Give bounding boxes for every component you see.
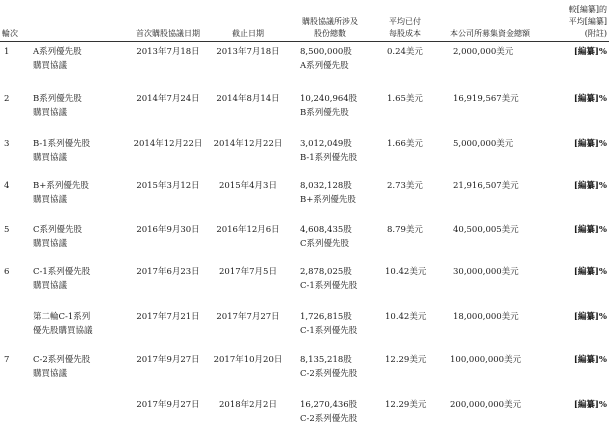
cell-agreement-line2: 購買協議 — [33, 281, 68, 291]
cell-avg-cost: 2.73美元 — [387, 181, 423, 191]
header-avg-cost-line1: 平均已付 — [389, 17, 421, 26]
cell-avg-cost: 1.65美元 — [387, 94, 423, 104]
cell-shares: 8,135,218股 — [300, 355, 352, 365]
cell-agreement-line1: C-1系列優先股 — [33, 267, 91, 277]
cell-first-date: 2017年6月23日 — [136, 267, 200, 277]
cell-agreement-line2: 購買協議 — [33, 239, 68, 249]
cell-share-class: A系列優先股 — [300, 61, 349, 71]
cell-premium: [編纂]% — [573, 225, 607, 235]
cell-first-date: 2015年3月12日 — [136, 181, 200, 191]
cell-total-raised: 16,919,567美元 — [453, 94, 519, 104]
cell-total-raised: 200,000,000美元 — [450, 400, 522, 410]
header-first-date: 首次購股協議日期 — [136, 29, 200, 38]
cell-avg-cost: 12.29美元 — [385, 355, 427, 365]
cell-share-class: C系列優先股 — [300, 239, 350, 249]
header-premium-line3: (附註) — [584, 29, 607, 38]
cell-agreement-line2: 購買協議 — [33, 369, 68, 379]
header-total-raised: 本公司所募集資金總額 — [450, 29, 530, 38]
cell-first-date: 2017年7月21日 — [136, 312, 200, 322]
cell-agreement-line1: B-1系列優先股 — [33, 139, 91, 149]
cell-shares: 8,032,128股 — [300, 181, 352, 191]
cell-premium: [編纂]% — [573, 312, 607, 322]
cell-avg-cost: 10.42美元 — [385, 267, 427, 277]
cell-first-date: 2017年9月27日 — [136, 400, 200, 410]
cell-agreement-line2: 優先股購買協議 — [33, 326, 93, 336]
cell-share-class: C-1系列優先股 — [300, 326, 358, 336]
cell-share-class: B-1系列優先股 — [300, 153, 358, 163]
cell-share-class: B系列優先股 — [300, 108, 349, 118]
cell-avg-cost: 8.79美元 — [387, 225, 423, 235]
cell-shares: 16,270,436股 — [300, 400, 358, 410]
cell-closing-date: 2017年7月27日 — [216, 312, 280, 322]
cell-premium: [編纂]% — [573, 355, 607, 365]
header-premium-line2: 平均[編纂] — [568, 17, 607, 26]
cell-total-raised: 40,500,005美元 — [453, 225, 519, 235]
cell-first-date: 2016年9月30日 — [136, 225, 200, 235]
cell-agreement-line2: 購買協議 — [33, 153, 68, 163]
cell-first-date: 2014年12月22日 — [133, 139, 203, 149]
cell-agreement-line1: B系列優先股 — [33, 94, 82, 104]
header-shares-line1: 購股協議所涉及 — [302, 17, 358, 26]
cell-first-date: 2014年7月24日 — [136, 94, 200, 104]
header-round: 輪次 — [2, 29, 18, 38]
cell-agreement-line1: B+系列優先股 — [33, 181, 89, 191]
header-closing-date: 截止日期 — [232, 29, 264, 38]
cell-agreement-line1: C-2系列優先股 — [33, 355, 91, 365]
cell-agreement-line2: 購買協議 — [33, 61, 68, 71]
cell-premium: [編纂]% — [573, 47, 607, 57]
cell-first-date: 2017年9月27日 — [136, 355, 200, 365]
cell-agreement-line1: 第二輪C-1系列 — [33, 312, 91, 322]
cell-total-raised: 100,000,000美元 — [450, 355, 522, 365]
cell-agreement-line1: A系列優先股 — [33, 47, 82, 57]
cell-closing-date: 2014年12月22日 — [213, 139, 283, 149]
cell-round: 3 — [4, 139, 10, 149]
cell-closing-date: 2017年10月20日 — [213, 355, 283, 365]
cell-shares: 1,726,815股 — [300, 312, 352, 322]
cell-shares: 2,878,025股 — [300, 267, 352, 277]
cell-avg-cost: 0.24美元 — [387, 47, 423, 57]
cell-premium: [編纂]% — [573, 139, 607, 149]
cell-round: 5 — [4, 225, 10, 235]
cell-closing-date: 2013年7月18日 — [216, 47, 280, 57]
cell-first-date: 2013年7月18日 — [136, 47, 200, 57]
cell-share-class: B+系列優先股 — [300, 195, 356, 205]
cell-share-class: C-2系列優先股 — [300, 414, 358, 424]
cell-total-raised: 2,000,000美元 — [453, 47, 514, 57]
cell-round: 2 — [4, 94, 10, 104]
cell-closing-date: 2016年12月6日 — [216, 225, 280, 235]
cell-shares: 10,240,964股 — [300, 94, 358, 104]
cell-share-class: C-1系列優先股 — [300, 281, 358, 291]
cell-premium: [編纂]% — [573, 181, 607, 191]
header-avg-cost-line2: 每股成本 — [389, 29, 421, 38]
cell-round: 1 — [4, 47, 10, 57]
cell-round: 4 — [4, 181, 10, 191]
cell-avg-cost: 12.29美元 — [385, 400, 427, 410]
cell-closing-date: 2014年8月14日 — [216, 94, 280, 104]
cell-total-raised: 5,000,000美元 — [453, 139, 514, 149]
cell-agreement-line2: 購買協議 — [33, 108, 68, 118]
cell-premium: [編纂]% — [573, 400, 607, 410]
cell-premium: [編纂]% — [573, 94, 607, 104]
cell-round: 6 — [4, 267, 10, 277]
cell-total-raised: 18,000,000美元 — [453, 312, 519, 322]
cell-premium: [編纂]% — [573, 267, 607, 277]
cell-closing-date: 2015年4月3日 — [219, 181, 277, 191]
header-divider — [0, 41, 609, 42]
cell-avg-cost: 10.42美元 — [385, 312, 427, 322]
cell-closing-date: 2017年7月5日 — [219, 267, 277, 277]
cell-total-raised: 21,916,507美元 — [453, 181, 519, 191]
header-shares-line2: 股份總數 — [314, 29, 346, 38]
cell-shares: 4,608,435股 — [300, 225, 352, 235]
cell-round: 7 — [4, 355, 10, 365]
header-premium-line1: 較[編纂]的 — [568, 5, 607, 14]
cell-closing-date: 2018年2月2日 — [219, 400, 277, 410]
cell-total-raised: 30,000,000美元 — [453, 267, 519, 277]
cell-avg-cost: 1.66美元 — [387, 139, 423, 149]
cell-shares: 3,012,049股 — [300, 139, 352, 149]
cell-agreement-line2: 購買協議 — [33, 195, 68, 205]
cell-agreement-line1: C系列優先股 — [33, 225, 83, 235]
cell-share-class: C-2系列優先股 — [300, 369, 358, 379]
cell-shares: 8,500,000股 — [300, 47, 352, 57]
